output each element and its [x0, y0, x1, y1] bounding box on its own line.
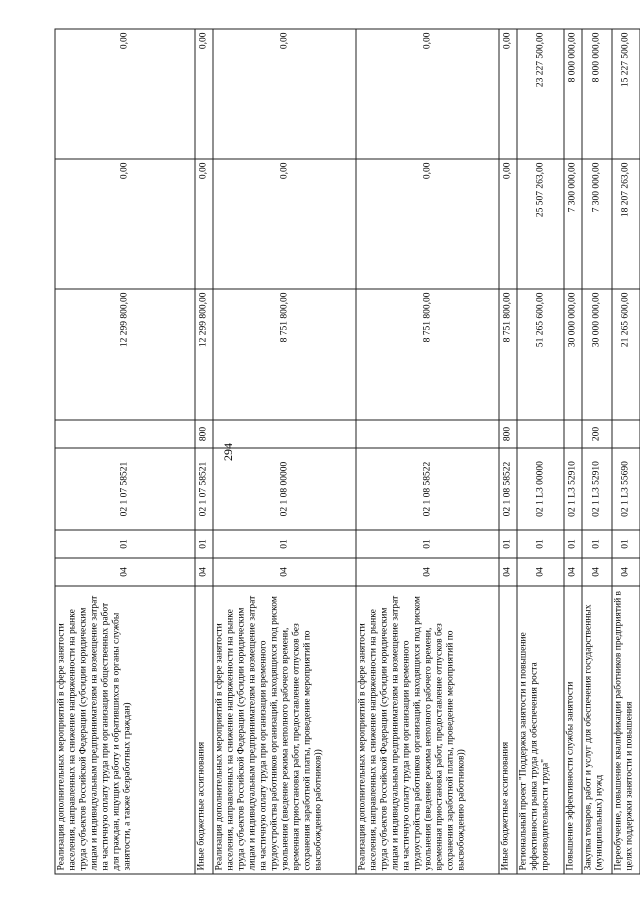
row-section: 04	[195, 558, 213, 586]
row-target: 02 1 L3 00000	[517, 448, 564, 530]
row-target: 02 1 L3 52910	[582, 448, 612, 530]
row-amount-2: 0,00	[55, 159, 195, 289]
row-amount-1: 51 265 600,00	[517, 289, 564, 420]
row-amount-3: 15 227 500,00	[612, 29, 640, 159]
row-amount-2: 0,00	[499, 159, 517, 289]
row-name: Иные бюджетные ассигнования	[195, 586, 213, 874]
table-row	[55, 29, 195, 874]
row-amount-3: 8 000 000,00	[564, 29, 582, 159]
row-subsection: 01	[195, 530, 213, 558]
row-section: 04	[499, 558, 517, 586]
row-section: 04	[213, 558, 356, 586]
row-amount-1: 21 265 600,00	[612, 289, 640, 420]
table-row	[213, 29, 356, 874]
row-amount-2: 25 507 263,00	[517, 159, 564, 289]
row-type	[517, 420, 564, 448]
table-row	[612, 29, 640, 874]
row-section: 04	[55, 558, 195, 586]
row-target: 02 1 07 58521	[55, 448, 195, 530]
table-row	[582, 29, 612, 874]
row-target: 02 1 08 00000	[213, 448, 356, 530]
row-amount-1: 30 000 000,00	[582, 289, 612, 420]
table-row	[564, 29, 582, 874]
row-amount-3: 0,00	[499, 29, 517, 159]
row-type	[55, 420, 195, 448]
table-row	[356, 29, 499, 874]
row-type	[213, 420, 356, 448]
row-amount-2: 0,00	[213, 159, 356, 289]
row-subsection: 01	[582, 530, 612, 558]
row-amount-1: 8 751 800,00	[499, 289, 517, 420]
row-target: 02 1 L3 52910	[564, 448, 582, 530]
row-target: 02 1 07 58521	[195, 448, 213, 530]
row-name: Иные бюджетные ассигнования	[499, 586, 517, 874]
row-subsection: 01	[517, 530, 564, 558]
row-name: Реализация дополнительных мероприятий в сфере занятости населения, направленных на снижение напряженности на рынке труда субъектов Российской Федерации (субсидии юридическим лицам и индивидуальным предпринимателям на возмещение затрат на частичную оплату труда при организации временного трудоустройства работников организаций, находящихся под риском увольнения (введение режима неполного рабочего времени, временная приостановка работ, предоставление отпусков без сохранения заработной платы, проведение мероприятий по высвобождению работников))	[213, 586, 356, 874]
row-amount-3: 0,00	[195, 29, 213, 159]
budget-table	[54, 29, 640, 875]
row-name: Переобучение, повышение квалификации работников предприятий в целях поддержки занятости и повышения	[612, 586, 640, 874]
row-amount-1: 12 299 800,00	[55, 289, 195, 420]
row-amount-2: 0,00	[195, 159, 213, 289]
row-amount-3: 23 227 500,00	[517, 29, 564, 159]
row-type: 800	[195, 420, 213, 448]
row-amount-2: 7 300 000,00	[582, 159, 612, 289]
row-section: 04	[612, 558, 640, 586]
table-row	[499, 29, 517, 874]
row-subsection: 01	[213, 530, 356, 558]
row-target: 02 1 08 58522	[499, 448, 517, 530]
row-section: 04	[517, 558, 564, 586]
table-row	[195, 29, 213, 874]
row-subsection: 01	[499, 530, 517, 558]
row-type: 800	[499, 420, 517, 448]
budget-table-rotated	[54, 30, 634, 875]
table-row	[517, 29, 564, 874]
row-amount-1: 30 000 000,00	[564, 289, 582, 420]
row-amount-1: 12 299 800,00	[195, 289, 213, 420]
row-amount-2: 0,00	[356, 159, 499, 289]
row-target: 02 1 L3 55690	[612, 448, 640, 530]
page-number: 294	[221, 443, 235, 461]
row-name: Повышение эффективности службы занятости	[564, 586, 582, 874]
row-subsection: 01	[55, 530, 195, 558]
row-name: Реализация дополнительных мероприятий в сфере занятости населения, направленных на снижение напряженности на рынке труда субъектов Российской Федерации (субсидии юридическим лицам и индивидуальным предпринимателям на возмещение затрат на частичную оплату труда при организации временного трудоустройства работников организаций, находящихся под риском увольнения (введение режима неполного рабочего времени, временная приостановка работ, предоставление отпусков без сохранения заработной платы, проведение мероприятий по высвобождению работников))	[356, 586, 499, 874]
row-amount-2: 18 207 263,00	[612, 159, 640, 289]
row-type	[612, 420, 640, 448]
row-amount-3: 0,00	[213, 29, 356, 159]
row-amount-1: 8 751 800,00	[356, 289, 499, 420]
row-section: 04	[356, 558, 499, 586]
row-amount-3: 0,00	[356, 29, 499, 159]
row-name: Региональный проект "Поддержка занятости и повышение эффективности рынка труда для обеспечения роста производительности труда"	[517, 586, 564, 874]
row-amount-3: 0,00	[55, 29, 195, 159]
row-name: Закупка товаров, работ и услуг для обеспечения государственных (муниципальных) нужд	[582, 586, 612, 874]
row-target: 02 1 08 58522	[356, 448, 499, 530]
row-subsection: 01	[612, 530, 640, 558]
row-section: 04	[564, 558, 582, 586]
row-type	[356, 420, 499, 448]
row-subsection: 01	[564, 530, 582, 558]
row-subsection: 01	[356, 530, 499, 558]
row-name: Реализация дополнительных мероприятий в сфере занятости населения, направленных на снижение напряженности на рынке труда субъектов Российской Федерации (субсидии юридическим лицам и индивидуальным предпринимателям на возмещение затрат на частичную оплату труда при организации общественных работ для граждан, ищущих работу и обратившихся в органы службы занятости, а также безработных граждан)	[55, 586, 195, 874]
row-type	[564, 420, 582, 448]
row-type: 200	[582, 420, 612, 448]
row-amount-2: 7 300 000,00	[564, 159, 582, 289]
row-amount-3: 8 000 000,00	[582, 29, 612, 159]
row-amount-1: 8 751 800,00	[213, 289, 356, 420]
row-section: 04	[582, 558, 612, 586]
